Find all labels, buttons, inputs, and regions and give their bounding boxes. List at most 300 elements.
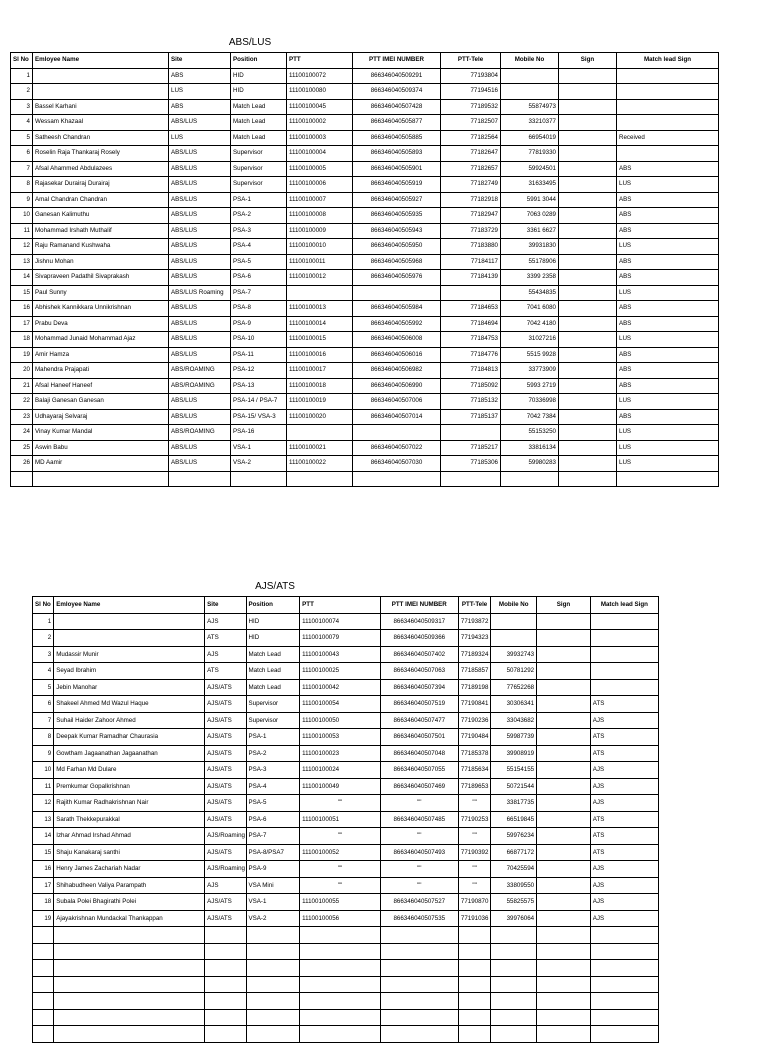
- cell-ptt: 11100100008: [287, 208, 353, 224]
- cell-match-lead-sign: ABS: [617, 301, 719, 317]
- cell-mobile-no: 5991 3044: [501, 192, 559, 208]
- table-row: [33, 613, 659, 630]
- cell-position: HID: [231, 68, 287, 84]
- cell-position: PSA-9: [231, 316, 287, 332]
- cell-ptt-tele: "": [458, 861, 490, 878]
- cell-ptt-imei: [380, 1026, 458, 1043]
- cell-match-lead-sign: LUS: [617, 394, 719, 410]
- cell-sl-no: [33, 960, 54, 977]
- cell-ptt-tele: 77194323: [458, 630, 490, 647]
- cell-sign: [537, 844, 591, 861]
- cell-ptt-imei: [353, 285, 441, 301]
- cell-ptt: 11100100019: [287, 394, 353, 410]
- cell-match-lead-sign: [590, 927, 658, 944]
- table-row: [11, 378, 719, 394]
- cell-employee-name: Mahendra Prajapati: [33, 363, 169, 379]
- cell-ptt-tele: "": [458, 877, 490, 894]
- cell-ptt: 11100100025: [300, 663, 380, 680]
- table-row: [33, 828, 659, 845]
- cell-ptt-tele: 77184694: [441, 316, 501, 332]
- cell-position: PSA-8: [231, 301, 287, 317]
- table-row: [11, 68, 719, 84]
- cell-employee-name: Prabu Deva: [33, 316, 169, 332]
- cell-position: VSA-1: [231, 440, 287, 456]
- cell-ptt-imei: "": [380, 861, 458, 878]
- cell-employee-name: Mohammad Irshath Muthalif: [33, 223, 169, 239]
- cell-match-lead-sign: ABS: [617, 270, 719, 286]
- cell-mobile-no: 39931830: [501, 239, 559, 255]
- cell-mobile-no: 66877172: [491, 844, 537, 861]
- cell-match-lead-sign: AJS: [590, 894, 658, 911]
- cell-employee-name: Deepak Kumar Ramadhar Chaurasia: [54, 729, 205, 746]
- cell-ptt-imei: 866346040505885: [353, 130, 441, 146]
- cell-sign: [559, 285, 617, 301]
- cell-sign: [537, 696, 591, 713]
- table-row: [33, 696, 659, 713]
- cell-ptt: 11100100004: [287, 146, 353, 162]
- table-row: [33, 927, 659, 944]
- cell-ptt-imei: 866346040505943: [353, 223, 441, 239]
- col-header-mobile-no: Mobile No: [491, 597, 537, 614]
- cell-match-lead-sign: [590, 960, 658, 977]
- cell-ptt: 11100100072: [287, 68, 353, 84]
- col-header-sl-no: Sl No: [11, 53, 33, 69]
- cell-sl-no: 8: [11, 177, 33, 193]
- cell-ptt: 11100100042: [300, 679, 380, 696]
- table-row: [33, 729, 659, 746]
- cell-ptt: 11100100023: [300, 745, 380, 762]
- cell-position: Supervisor: [231, 161, 287, 177]
- cell-ptt-tele: [458, 1009, 490, 1026]
- cell-sl-no: 14: [11, 270, 33, 286]
- cell-site: ABS/LUS: [169, 192, 231, 208]
- col-header-mobile-no: Mobile No: [501, 53, 559, 69]
- cell-employee-name: Raju Ramanand Kushwaha: [33, 239, 169, 255]
- cell-ptt-tele: 77182947: [441, 208, 501, 224]
- cell-sign: [559, 239, 617, 255]
- cell-mobile-no: 50781292: [491, 663, 537, 680]
- cell-mobile-no: 7063 0289: [501, 208, 559, 224]
- cell-match-lead-sign: [590, 679, 658, 696]
- cell-ptt-tele: [458, 976, 490, 993]
- cell-sl-no: 19: [33, 910, 54, 927]
- cell-sl-no: 2: [33, 630, 54, 647]
- cell-employee-name: Sivapraveen Padathil Sivaprakash: [33, 270, 169, 286]
- table-row: [33, 993, 659, 1010]
- cell-match-lead-sign: ABS: [617, 378, 719, 394]
- cell-ptt: 11100100043: [300, 646, 380, 663]
- cell-site: AJS/ATS: [205, 696, 246, 713]
- table-row: [11, 208, 719, 224]
- cell-site: ABS/LUS: [169, 440, 231, 456]
- cell-sl-no: [33, 1026, 54, 1043]
- cell-sign: [537, 613, 591, 630]
- table-row: [11, 440, 719, 456]
- cell-match-lead-sign: [590, 943, 658, 960]
- cell-ptt: 11100100051: [300, 811, 380, 828]
- table-row: [11, 347, 719, 363]
- cell-sl-no: 7: [33, 712, 54, 729]
- col-header-ptt: PTT: [300, 597, 380, 614]
- cell-sl-no: 1: [33, 613, 54, 630]
- cell-mobile-no: [491, 630, 537, 647]
- cell-sl-no: 17: [11, 316, 33, 332]
- cell-ptt: 11100100074: [300, 613, 380, 630]
- cell-employee-name: [54, 1009, 205, 1026]
- cell-sl-no: 10: [11, 208, 33, 224]
- cell-employee-name: Vinay Kumar Mandal: [33, 425, 169, 441]
- cell-ptt-imei: 866346040505877: [353, 115, 441, 131]
- cell-sign: [537, 729, 591, 746]
- cell-sl-no: 3: [33, 646, 54, 663]
- cell-ptt-tele: [441, 471, 501, 487]
- cell-sign: [537, 630, 591, 647]
- cell-site: ATS: [205, 663, 246, 680]
- cell-sign: [559, 301, 617, 317]
- cell-employee-name: Jishnu Mohan: [33, 254, 169, 270]
- cell-site: ABS/LUS: [169, 332, 231, 348]
- cell-site: ABS/LUS Roaming: [169, 285, 231, 301]
- cell-sign: [559, 409, 617, 425]
- cell-site: AJS: [205, 613, 246, 630]
- cell-mobile-no: 7042 7384: [501, 409, 559, 425]
- cell-site: ABS/ROAMING: [169, 378, 231, 394]
- cell-ptt: [300, 943, 380, 960]
- cell-employee-name: Amal Chandran Chandran: [33, 192, 169, 208]
- cell-sl-no: 15: [11, 285, 33, 301]
- cell-match-lead-sign: ABS: [617, 223, 719, 239]
- table-row: [11, 316, 719, 332]
- cell-sign: [537, 795, 591, 812]
- cell-position: PSA-9: [246, 861, 300, 878]
- cell-employee-name: Gowtham Jagaanathan Jagaanathan: [54, 745, 205, 762]
- cell-ptt-imei: 866346040509317: [380, 613, 458, 630]
- cell-ptt-imei: 866346040507485: [380, 811, 458, 828]
- cell-sign: [559, 130, 617, 146]
- cell-ptt-imei: [380, 976, 458, 993]
- col-header-ptt: PTT: [287, 53, 353, 69]
- cell-mobile-no: [501, 84, 559, 100]
- cell-sign: [537, 828, 591, 845]
- table-row: [11, 409, 719, 425]
- cell-sl-no: 8: [33, 729, 54, 746]
- cell-mobile-no: 55153250: [501, 425, 559, 441]
- cell-position: HID: [231, 84, 287, 100]
- cell-position: VSA-2: [246, 910, 300, 927]
- cell-sl-no: 26: [11, 456, 33, 472]
- cell-sl-no: 11: [33, 778, 54, 795]
- cell-site: ABS/LUS: [169, 301, 231, 317]
- cell-sign: [559, 84, 617, 100]
- cell-sl-no: 18: [33, 894, 54, 911]
- cell-ptt-tele: 77191036: [458, 910, 490, 927]
- cell-ptt-tele: 77190484: [458, 729, 490, 746]
- cell-site: ABS/LUS: [169, 146, 231, 162]
- col-header-sign: Sign: [537, 597, 591, 614]
- cell-ptt: [300, 1009, 380, 1026]
- cell-mobile-no: 33773909: [501, 363, 559, 379]
- cell-sl-no: 3: [11, 99, 33, 115]
- cell-ptt: [300, 993, 380, 1010]
- cell-match-lead-sign: AJS: [590, 762, 658, 779]
- cell-sign: [559, 99, 617, 115]
- cell-employee-name: [33, 84, 169, 100]
- cell-ptt-tele: 77183880: [441, 239, 501, 255]
- header-row: [33, 597, 659, 614]
- table-row: [11, 254, 719, 270]
- cell-match-lead-sign: LUS: [617, 456, 719, 472]
- cell-position: [246, 976, 300, 993]
- table-row: [11, 425, 719, 441]
- cell-mobile-no: 39976064: [491, 910, 537, 927]
- cell-site: ABS/LUS: [169, 115, 231, 131]
- cell-match-lead-sign: [590, 613, 658, 630]
- cell-sign: [537, 745, 591, 762]
- cell-sl-no: 10: [33, 762, 54, 779]
- cell-ptt-tele: 77182749: [441, 177, 501, 193]
- cell-match-lead-sign: AJS: [590, 795, 658, 812]
- cell-sign: [559, 316, 617, 332]
- cell-sl-no: 6: [11, 146, 33, 162]
- cell-mobile-no: [491, 1009, 537, 1026]
- cell-ptt: 11100100013: [287, 301, 353, 317]
- cell-ptt-tele: 77184776: [441, 347, 501, 363]
- cell-ptt: 11100100014: [287, 316, 353, 332]
- cell-position: PSA-4: [231, 239, 287, 255]
- cell-employee-name: [54, 613, 205, 630]
- cell-ptt: [300, 1026, 380, 1043]
- cell-sl-no: [33, 927, 54, 944]
- ajs-ats-table: [32, 596, 659, 1043]
- cell-sl-no: [33, 993, 54, 1010]
- cell-mobile-no: 3399 2358: [501, 270, 559, 286]
- cell-position: [231, 471, 287, 487]
- cell-ptt-imei: "": [380, 877, 458, 894]
- cell-employee-name: [54, 993, 205, 1010]
- cell-sl-no: 23: [11, 409, 33, 425]
- cell-sl-no: 17: [33, 877, 54, 894]
- cell-ptt: 11100100010: [287, 239, 353, 255]
- cell-ptt: 11100100052: [300, 844, 380, 861]
- cell-ptt-imei: 866346040507519: [380, 696, 458, 713]
- cell-sign: [559, 177, 617, 193]
- cell-site: AJS/ATS: [205, 729, 246, 746]
- cell-ptt: 11100100009: [287, 223, 353, 239]
- cell-ptt-imei: 866346040505919: [353, 177, 441, 193]
- cell-ptt: 11100100053: [300, 729, 380, 746]
- cell-site: ABS/LUS: [169, 254, 231, 270]
- table-row: [33, 745, 659, 762]
- cell-ptt-imei: 866346040506990: [353, 378, 441, 394]
- table-row: [33, 1026, 659, 1043]
- cell-ptt-tele: 77184653: [441, 301, 501, 317]
- table-row: [33, 910, 659, 927]
- cell-site: AJS/ATS: [205, 778, 246, 795]
- cell-site: ABS/LUS: [169, 223, 231, 239]
- cell-ptt: 11100100016: [287, 347, 353, 363]
- cell-employee-name: Rajith Kumar Radhakrishnan Nair: [54, 795, 205, 812]
- cell-ptt: [287, 471, 353, 487]
- cell-site: LUS: [169, 130, 231, 146]
- cell-sl-no: [11, 471, 33, 487]
- cell-sl-no: 25: [11, 440, 33, 456]
- col-header-employee-name: Emloyee Name: [33, 53, 169, 69]
- cell-match-lead-sign: AJS: [590, 910, 658, 927]
- cell-ptt-imei: 866346040505901: [353, 161, 441, 177]
- cell-ptt: 11100100049: [300, 778, 380, 795]
- cell-sign: [537, 1009, 591, 1026]
- cell-sign: [559, 363, 617, 379]
- cell-ptt-tele: 77193804: [441, 68, 501, 84]
- cell-ptt-tele: 77189198: [458, 679, 490, 696]
- cell-site: ABS/LUS: [169, 270, 231, 286]
- cell-employee-name: Subala Polei Bhagirathi Polei: [54, 894, 205, 911]
- cell-sl-no: 6: [33, 696, 54, 713]
- cell-employee-name: [54, 630, 205, 647]
- cell-sign: [559, 425, 617, 441]
- cell-employee-name: Shaju Kanakaraj santhi: [54, 844, 205, 861]
- cell-ptt-imei: [380, 943, 458, 960]
- cell-employee-name: Izhar Ahmad Irshad Ahmad: [54, 828, 205, 845]
- cell-match-lead-sign: [590, 663, 658, 680]
- cell-sign: [559, 471, 617, 487]
- col-header-match-lead-sign: Match lead Sign: [617, 53, 719, 69]
- cell-site: AJS/Roaming: [205, 828, 246, 845]
- cell-employee-name: [54, 943, 205, 960]
- cell-employee-name: Abhishek Kannikkara Unnikrishnan: [33, 301, 169, 317]
- cell-employee-name: Mohammad Junaid Mohammad Ajaz: [33, 332, 169, 348]
- cell-position: Match Lead: [231, 115, 287, 131]
- cell-sl-no: [33, 943, 54, 960]
- cell-sl-no: 14: [33, 828, 54, 845]
- cell-ptt-tele: 77190253: [458, 811, 490, 828]
- cell-sign: [559, 192, 617, 208]
- cell-sign: [537, 976, 591, 993]
- cell-sign: [559, 68, 617, 84]
- col-header-site: Site: [169, 53, 231, 69]
- cell-ptt-tele: 77185132: [441, 394, 501, 410]
- cell-ptt: [287, 425, 353, 441]
- cell-sl-no: 5: [33, 679, 54, 696]
- cell-mobile-no: 66954019: [501, 130, 559, 146]
- cell-mobile-no: 59980283: [501, 456, 559, 472]
- cell-position: PSA-5: [231, 254, 287, 270]
- cell-ptt-tele: "": [458, 795, 490, 812]
- cell-match-lead-sign: LUS: [617, 440, 719, 456]
- cell-mobile-no: [491, 943, 537, 960]
- cell-sign: [537, 778, 591, 795]
- cell-position: Match Lead: [246, 646, 300, 663]
- cell-ptt: 11100100003: [287, 130, 353, 146]
- cell-ptt: [300, 976, 380, 993]
- cell-ptt-tele: 77183729: [441, 223, 501, 239]
- cell-ptt-tele: 77184753: [441, 332, 501, 348]
- cell-employee-name: [54, 927, 205, 944]
- cell-sign: [559, 378, 617, 394]
- cell-employee-name: Aswin Babu: [33, 440, 169, 456]
- cell-sl-no: 15: [33, 844, 54, 861]
- cell-sl-no: 22: [11, 394, 33, 410]
- cell-sign: [537, 943, 591, 960]
- cell-sign: [537, 1026, 591, 1043]
- cell-ptt-imei: [353, 471, 441, 487]
- cell-ptt-imei: 866346040505893: [353, 146, 441, 162]
- cell-position: [246, 943, 300, 960]
- table-row: [11, 161, 719, 177]
- cell-mobile-no: [491, 1026, 537, 1043]
- cell-mobile-no: 55434835: [501, 285, 559, 301]
- cell-ptt-imei: 866346040505927: [353, 192, 441, 208]
- cell-sl-no: 21: [11, 378, 33, 394]
- cell-position: PSA-1: [231, 192, 287, 208]
- cell-match-lead-sign: ABS: [617, 161, 719, 177]
- table-row: [33, 663, 659, 680]
- col-header-match-lead-sign: Match lead Sign: [590, 597, 658, 614]
- cell-ptt-imei: 866346040509366: [380, 630, 458, 647]
- cell-sign: [537, 877, 591, 894]
- table-row: [11, 270, 719, 286]
- cell-ptt-tele: 77185137: [441, 409, 501, 425]
- cell-ptt: 11100100011: [287, 254, 353, 270]
- cell-mobile-no: 55874973: [501, 99, 559, 115]
- cell-ptt-imei: 866346040505935: [353, 208, 441, 224]
- cell-sl-no: 13: [11, 254, 33, 270]
- cell-match-lead-sign: ATS: [590, 828, 658, 845]
- cell-sign: [537, 646, 591, 663]
- cell-ptt-tele: 77189324: [458, 646, 490, 663]
- cell-ptt: 11100100080: [287, 84, 353, 100]
- cell-sign: [537, 927, 591, 944]
- cell-match-lead-sign: [590, 646, 658, 663]
- cell-ptt-imei: 866346040507030: [353, 456, 441, 472]
- cell-mobile-no: 55178906: [501, 254, 559, 270]
- ajs-ats-title: AJS/ATS: [255, 581, 295, 592]
- cell-match-lead-sign: ATS: [590, 729, 658, 746]
- cell-sign: [537, 861, 591, 878]
- cell-match-lead-sign: AJS: [590, 877, 658, 894]
- cell-employee-name: Afsal Haneef Haneef: [33, 378, 169, 394]
- cell-ptt-tele: 77185634: [458, 762, 490, 779]
- cell-employee-name: [33, 471, 169, 487]
- cell-mobile-no: 33809550: [491, 877, 537, 894]
- cell-position: PSA-7: [246, 828, 300, 845]
- cell-ptt: 11100100050: [300, 712, 380, 729]
- cell-ptt-imei: 866346040505950: [353, 239, 441, 255]
- cell-site: AJS/ATS: [205, 679, 246, 696]
- cell-mobile-no: 33043682: [491, 712, 537, 729]
- table-row: [33, 943, 659, 960]
- cell-site: AJS/ATS: [205, 712, 246, 729]
- cell-site: ABS/LUS: [169, 177, 231, 193]
- cell-employee-name: Jebin Manohar: [54, 679, 205, 696]
- cell-position: PSA-7: [231, 285, 287, 301]
- cell-ptt: 11100100055: [300, 894, 380, 911]
- cell-position: PSA-13: [231, 378, 287, 394]
- cell-site: [205, 960, 246, 977]
- cell-ptt-imei: 866346040507428: [353, 99, 441, 115]
- cell-ptt: 11100100079: [300, 630, 380, 647]
- table-row: [33, 1009, 659, 1026]
- cell-position: [246, 1009, 300, 1026]
- col-header-position: Position: [246, 597, 300, 614]
- cell-position: [246, 1026, 300, 1043]
- cell-site: ABS/LUS: [169, 456, 231, 472]
- cell-position: PSA-5: [246, 795, 300, 812]
- col-header-site: Site: [205, 597, 246, 614]
- cell-mobile-no: 70336998: [501, 394, 559, 410]
- cell-ptt-tele: 77182507: [441, 115, 501, 131]
- cell-position: HID: [246, 630, 300, 647]
